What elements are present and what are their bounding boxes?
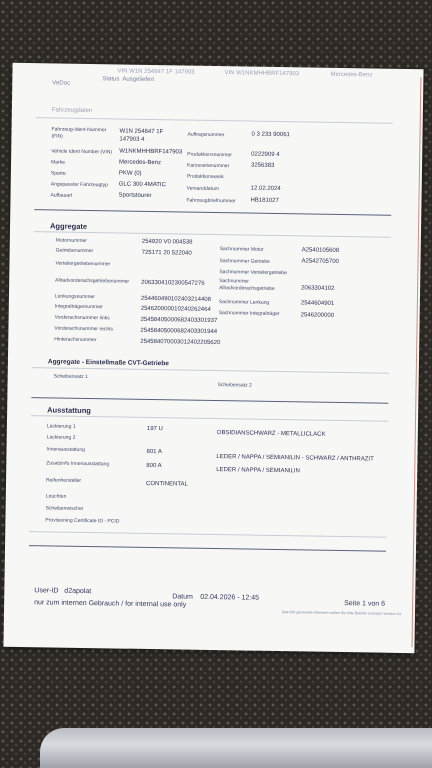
divider (34, 231, 391, 237)
document-page (3, 63, 423, 653)
row-value: 254584050006824033019​37 (140, 316, 218, 325)
row-label: Reifenhersteller (46, 477, 82, 484)
row-value: A2542705700 (301, 258, 339, 265)
row-label: Sachnummer Lenkung (218, 299, 270, 306)
footer-datum-value: 02.04.2026 - 12:45 (200, 593, 260, 602)
header-vedoc: VeDoc (52, 80, 71, 87)
row-label: Vehicle Ident Number (VIN) (51, 148, 113, 156)
row-value: 2063304102 (301, 285, 335, 292)
row-label: Aufbauart (50, 192, 73, 199)
row-label: Fahrzeug-Ident-Nummer (FIN) (51, 126, 107, 140)
cloth-edge (40, 728, 432, 768)
row-value: 3256383 (250, 162, 275, 169)
row-label: Verteilergetriebenummer (55, 260, 111, 268)
footer-internal-note: nur zum internen Gebrauch / for internal use only (34, 599, 187, 609)
row-description: LEDER / NAPPA / SEMIANILIN (216, 467, 300, 475)
row-label: Fahrzeugbriefnummer (186, 197, 236, 205)
row-label: Karosserienummer (186, 162, 230, 170)
row-value: Sportstourer (118, 192, 152, 200)
row-label: Auftragsnummer (187, 131, 225, 139)
row-label: Versanddatum (186, 185, 219, 193)
row-value: 254920 V0 004538 (141, 238, 193, 246)
row-value: 12.02.2024 (250, 185, 281, 193)
row-label: Sachnummer Allradvorderachsgetriebe (219, 278, 275, 292)
row-label: Vorderachsnummer links (54, 314, 110, 322)
row-label: Motornummer (55, 237, 87, 244)
row-value: 725171 20 522040 (141, 249, 192, 257)
row-label: Sachnummer Integralträger (218, 310, 280, 318)
row-value: 2063304102300547276 (141, 279, 205, 287)
row-value: Mercedes-Benz (119, 159, 162, 167)
row-description: LEDER / NAPPA / SEMIANILIN - SCHWARZ / ANTHRAZIT (216, 454, 374, 463)
row-label: Sachnummer Motor (219, 246, 264, 253)
row-code: 800 A (146, 462, 162, 470)
row-label: Getriebenummer (55, 247, 94, 255)
row-label: Integralträgernummer (54, 303, 103, 311)
row-value: 2546200000 (300, 312, 335, 319)
row-label: Sachnummer Getriebe (219, 258, 270, 265)
row-label: Leuchten (45, 493, 67, 500)
row-value: 2544604901 (300, 300, 335, 307)
row-label: Lackierung 1 (46, 423, 76, 430)
row-label: Vorderachsnummer rechts (54, 325, 114, 333)
divider (32, 367, 389, 373)
cvt-scheibensatz-2: Scheibensatz 2 (217, 382, 252, 389)
row-label: Innenausstattung (46, 446, 85, 453)
section-title-ausstattung: Ausstattung (47, 405, 91, 416)
row-label: Zusatzinfo Innenausstattung (46, 460, 110, 468)
header-vin-line: VIN W1N 254847 1F 147903 (117, 68, 195, 76)
row-label: Marke (51, 159, 66, 166)
row-code: 801 A (146, 448, 162, 456)
row-value: HB181027 (250, 197, 279, 205)
row-label: Hinterachsnummer (54, 336, 97, 344)
row-value: 0222909 4 (251, 151, 280, 159)
row-description: OBSIDIANSCHWARZ - METALLICLACK (216, 430, 326, 438)
footer-user-value: d2apolat (64, 587, 92, 596)
row-label: Lackierung 2 (46, 434, 76, 441)
row-value: 254460490102403214408 (140, 295, 212, 303)
footer-datum-label: Datum (172, 593, 193, 601)
row-label: Provisioning Certificate ID - PCID (45, 517, 120, 525)
row-label: Scheibenwischer (45, 505, 84, 512)
row-label: Lenkungsnummer (54, 293, 96, 301)
row-label: Produktionsnummer (187, 151, 232, 159)
section-title-fahrzeugdaten: Fahrzeugdaten (51, 107, 93, 115)
footer-page-indicator: Seite 1 von 6 (344, 600, 386, 608)
section-title-aggregate: Aggregate (49, 221, 88, 231)
row-value: W1NKMHHBRF147903 (119, 148, 183, 156)
footer-smallprint: Das DAI generierte informiert wollen Sie bitte Daimler Lizenzen Version 2.0 (281, 610, 402, 616)
header-status-label: Status (102, 76, 120, 83)
row-value: 254620000010240262464 (140, 305, 211, 313)
row-label: Sparte (50, 170, 66, 177)
divider (29, 545, 386, 552)
footer-user-label: User-ID (34, 587, 59, 595)
row-label: Angepasster Fahrzeugtyp (50, 181, 109, 189)
header-vin-right: VIN W1NKMHHBRF147903 (224, 70, 300, 78)
row-value: W1N 254847 1F 147903 4 (119, 128, 164, 143)
divider (29, 531, 386, 537)
row-value: A2540105608 (301, 247, 340, 254)
row-code: CONTINENTAL (145, 480, 188, 488)
divider (31, 415, 388, 421)
row-label: Sachnummer Verteilergetriebe (219, 269, 287, 277)
row-value: 2545840700030124022056​20 (140, 338, 221, 347)
header-brand: Mercedes-Benz (330, 71, 373, 79)
section-title-cvt: Aggregate - Einstellmaße CVT-Getriebe (47, 358, 169, 368)
divider (36, 117, 393, 123)
row-value: GLC 300 4MATIC (118, 181, 167, 189)
row-label: Allradvorderachsgetriebenummer (55, 277, 130, 285)
row-value: PKW (0) (118, 170, 142, 177)
divider (34, 209, 391, 216)
row-value: 0 3 233 90061 (251, 131, 290, 139)
row-label: Produktionswerk (186, 173, 224, 181)
header-status-value: Ausgeliefert (122, 76, 155, 84)
divider (31, 397, 388, 404)
row-value: 2545840500068240330​1944 (140, 327, 218, 336)
row-code: 197 U (146, 425, 163, 433)
cvt-scheibensatz-1: Scheibensatz 1 (53, 373, 88, 381)
